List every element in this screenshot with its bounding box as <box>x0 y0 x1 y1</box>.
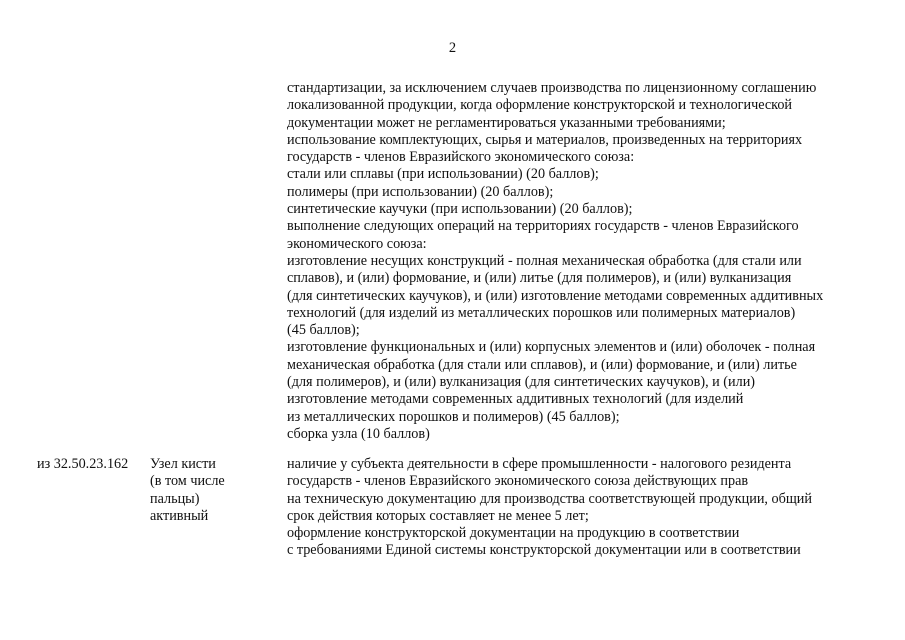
text-line: наличие у субъекта деятельности в сфере промышленности - налогового резидента <box>287 456 792 472</box>
text-line: из металлических порошков и полимеров) (45 баллов); <box>287 408 620 425</box>
text-line: полимеры (при использовании) (20 баллов); <box>287 183 554 200</box>
product-name-line: пальцы) <box>150 490 200 507</box>
text-line: локализованной продукции, когда оформление конструкторской и технологической <box>287 97 793 114</box>
continuation-requirements-text <box>287 80 887 443</box>
text-line: изготовление методами современных аддитивных технологий (для изделий <box>287 391 744 408</box>
text-line: документации может не регламентироваться указанными требованиями; <box>287 114 726 131</box>
product-name <box>150 456 270 525</box>
text-line: синтетические каучуки (при использовании) (20 баллов); <box>287 201 633 218</box>
text-line: (45 баллов); <box>287 322 360 339</box>
text-line: сборка узла (10 баллов) <box>287 425 430 442</box>
text-line: использование комплектующих, сырья и материалов, произведенных на территориях <box>287 131 803 148</box>
product-name-line: (в том числе <box>150 473 225 490</box>
text-line: срок действия которых составляет не менее 5 лет; <box>287 507 589 524</box>
text-line: на техническую документацию для производства соответствующей продукции, общий <box>287 490 812 507</box>
text-line: с требованиями Единой системы конструкторской документации или в соответствии <box>287 542 801 559</box>
text-line: стали или сплавы (при использовании) (20 баллов); <box>287 166 599 183</box>
product-code: из 32.50.23.162 <box>37 456 129 472</box>
text-line: стандартизации, за исключением случаев производства по лицензионному соглашению <box>287 80 817 96</box>
text-line: механическая обработка (для стали или сплавов), и (или) формование, и (или) литье <box>287 356 797 373</box>
page-number: 2 <box>448 40 457 56</box>
text-line: государств - членов Евразийского экономического союза: <box>287 149 635 166</box>
text-line: технологий (для изделий из металлических порошков или полимерных материалов) <box>287 304 796 321</box>
text-line: изготовление функциональных и (или) корпусных элементов и (или) оболочек - полная <box>287 339 816 356</box>
text-line: сплавов), и (или) формование, и (или) литье (для полимеров), и (или) вулканизация <box>287 270 792 287</box>
text-line: выполнение следующих операций на территориях государств - членов Евразийского <box>287 218 799 235</box>
text-line: изготовление несущих конструкций - полная механическая обработка (для стали или <box>287 252 802 269</box>
text-line: экономического союза: <box>287 235 427 252</box>
text-line: (для синтетических каучуков), и (или) изготовление методами современных аддитивных <box>287 287 824 304</box>
text-line: государств - членов Евразийского экономического союза действующих прав <box>287 473 749 490</box>
text-line: (для полимеров), и (или) вулканизация (для синтетических каучуков), и (или) <box>287 374 756 391</box>
product-name-line: активный <box>150 507 209 524</box>
product-name-line: Узел кисти <box>150 456 216 472</box>
row-requirements-text <box>287 456 887 560</box>
text-line: оформление конструкторской документации на продукцию в соответствии <box>287 525 740 542</box>
